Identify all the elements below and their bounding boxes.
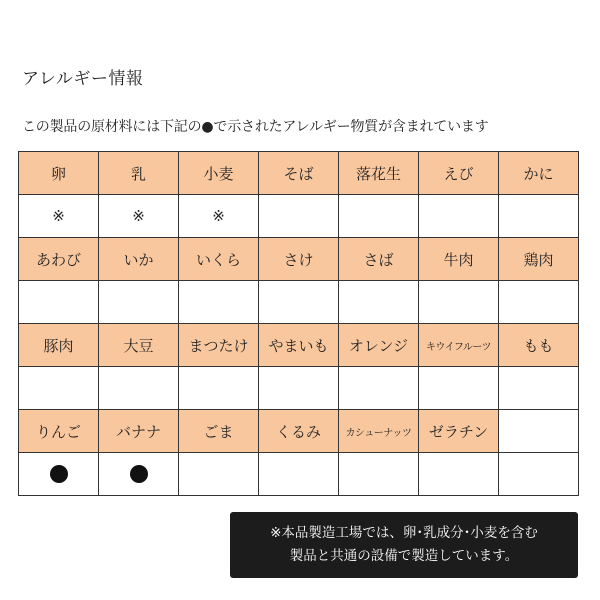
allergen-name-cell: オレンジ (339, 324, 419, 367)
allergen-name-cell: かに (499, 152, 579, 195)
allergen-mark-cell (19, 281, 99, 324)
allergen-name-cell: 大豆 (99, 324, 179, 367)
allergen-name-cell: 牛肉 (419, 238, 499, 281)
allergen-name-cell: キウイフルーツ (419, 324, 499, 367)
allergen-name-cell: いか (99, 238, 179, 281)
page-title: アレルギー情報 (22, 69, 144, 89)
allergen-mark-cell: ※ (99, 195, 179, 238)
allergen-mark-cell (259, 195, 339, 238)
allergen-name-cell: あわび (19, 238, 99, 281)
allergen-name-cell: 落花生 (339, 152, 419, 195)
allergen-mark-cell (19, 367, 99, 410)
allergen-mark-cell (339, 367, 419, 410)
allergen-mark-cell: ※ (19, 195, 99, 238)
allergen-name-cell: 豚肉 (19, 324, 99, 367)
allergen-name-row (19, 324, 579, 367)
contains-dot-icon (130, 465, 148, 483)
allergen-name-cell: 卵 (19, 152, 99, 195)
allergen-mark-cell (419, 281, 499, 324)
allergen-mark-cell (99, 453, 179, 496)
factory-note-line-2: 製品と共通の設備で製造しています。 (289, 548, 519, 564)
allergen-name-cell: バナナ (99, 410, 179, 453)
allergen-name-row (19, 238, 579, 281)
allergen-name-row (19, 410, 579, 453)
allergen-name-cell: ごま (179, 410, 259, 453)
allergen-name-cell: くるみ (259, 410, 339, 453)
allergen-name-cell: もも (499, 324, 579, 367)
allergen-mark-row (19, 367, 579, 410)
allergen-name-cell: さけ (259, 238, 339, 281)
allergen-name-cell: さば (339, 238, 419, 281)
allergen-mark-row (19, 453, 579, 496)
allergen-name-row (19, 152, 579, 195)
allergen-mark-cell (499, 367, 579, 410)
allergen-name-cell: まつたけ (179, 324, 259, 367)
allergen-mark-cell (339, 195, 419, 238)
allergen-mark-cell (499, 453, 579, 496)
intro-text: この製品の原材料には下記の●で示されたアレルギー物質が含まれています (22, 119, 489, 135)
allergen-mark-cell (179, 281, 259, 324)
allergen-mark-cell (99, 281, 179, 324)
allergen-name-cell: そば (259, 152, 339, 195)
allergen-mark-cell (259, 367, 339, 410)
allergen-mark-cell (179, 367, 259, 410)
allergen-table (18, 151, 579, 496)
allergen-mark-cell (99, 367, 179, 410)
allergen-mark-cell (339, 453, 419, 496)
contains-dot-icon (50, 465, 68, 483)
factory-note-box (230, 512, 578, 578)
allergen-mark-cell (419, 367, 499, 410)
allergen-mark-cell (179, 453, 259, 496)
allergen-mark-cell (19, 453, 99, 496)
allergen-name-cell-empty (499, 410, 579, 453)
allergen-mark-cell (499, 281, 579, 324)
factory-note-line-1: ※本品製造工場では、卵･乳成分･小麦を含む (270, 525, 538, 541)
allergen-name-cell: やまいも (259, 324, 339, 367)
allergen-mark-row (19, 281, 579, 324)
allergen-mark-cell (259, 453, 339, 496)
allergen-name-cell: 乳 (99, 152, 179, 195)
allergen-name-cell: 鶏肉 (499, 238, 579, 281)
allergen-mark-cell (259, 281, 339, 324)
allergen-mark-cell (339, 281, 419, 324)
allergen-name-cell: ゼラチン (419, 410, 499, 453)
allergen-mark-row (19, 195, 579, 238)
allergen-mark-cell (419, 453, 499, 496)
allergen-name-cell: 小麦 (179, 152, 259, 195)
allergen-mark-cell (499, 195, 579, 238)
allergen-mark-cell (419, 195, 499, 238)
allergen-mark-cell: ※ (179, 195, 259, 238)
allergen-name-cell: えび (419, 152, 499, 195)
allergen-name-cell: りんご (19, 410, 99, 453)
allergen-name-cell: カシューナッツ (339, 410, 419, 453)
allergen-name-cell: いくら (179, 238, 259, 281)
